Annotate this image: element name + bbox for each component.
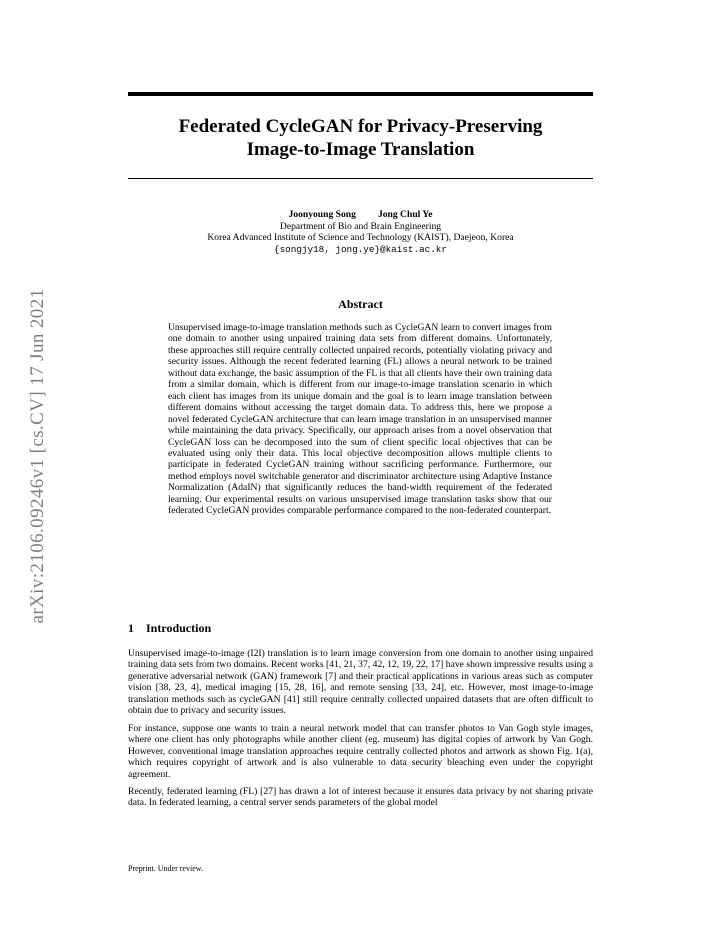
introduction-body [128, 648, 593, 815]
body-paragraph: For instance, suppose one wants to train a neural network model that can transfer photos to Van Gogh style images, where one client has only photographs while another client (eg. museum) has digital copies of artwork by Van Gogh. However, conventional image translation approaches require centrally collected photos and artwork as shown Fig. 1(a), which requires copyright of artwork and is also vulnerable to data security bleaching even under the copyright agreement. [128, 722, 593, 780]
arxiv-identifier-stamp: arXiv:2106.09246v1 [cs.CV] 17 Jun 2021 [27, 288, 48, 624]
author-names [128, 209, 593, 221]
abstract-text: Unsupervised image-to-image translation methods such as CycleGAN learn to convert images from one domain to another using unpaired training data sets from different domains. Unfortunately, these approaches still require centrally collected unpaired records, potentially violating privacy and security issues. Although the recent federated learning (FL) allows a neural network to be trained without data exchange, the basic assumption of the FL is that all clients have their own training data from a similar domain, which is different from our image-to-image translation scenario in which each client has images from its unique domain and the goal is to learn image translation between different domains without accessing the target domain data. To address this, here we propose a novel federated CycleGAN architecture that can learn image translation in an unsupervised manner while maintaining the data privacy. Specifically, our approach arises from a novel observation that CycleGAN loss can be decomposed into the sum of client specific local objectives that can be evaluated using only their data. This local objective decomposition allows multiple clients to participate in federated CycleGAN training without sacrificing performance. Furthermore, our method employs novel switchable generator and discriminator architecture using Adaptive Instance Normalization (AdaIN) that significantly reduces the band-width requirement of the federated learning. Our experimental results on various unsupervised image translation tasks show that our federated CycleGAN provides comparable performance compared to the non-federated counterpart. [168, 322, 552, 517]
title-bottom-rule [128, 178, 593, 179]
section-number: 1 [128, 621, 134, 635]
author-block [128, 209, 593, 255]
abstract-heading: Abstract [338, 297, 383, 311]
body-paragraph: Recently, federated learning (FL) [27] has drawn a lot of interest because it ensures data privacy by not sharing private data. In federated learning, a central server sends parameters of the global model [128, 785, 593, 809]
author-email: {songjy18, jong.ye}@kaist.ac.kr [274, 243, 447, 255]
preprint-footer: Preprint. Under review. [128, 864, 204, 873]
author-institution: Korea Advanced Institute of Science and Technology (KAIST), Daejeon, Korea [207, 232, 514, 244]
body-paragraph: Unsupervised image-to-image (I2I) translation is to learn image conversion from one domain to another using unpaired training data sets from two domains. Recent works [41, 21, 37, 42, 12, 19, 22, 17] have shown impressive results using a generative adversarial network (GAN) framework [7] and their practical applications in various areas such as computer vision [38, 23, 4], medical imaging [15, 28, 16], and remote sensing [33, 24], etc. However, most image-to-image translation methods such as cycleGAN [41] still require centrally collected unpaired datasets that are often difficult to obtain due to privacy and security issues. [128, 648, 593, 717]
section-title: Introduction [146, 621, 212, 635]
paper-title [128, 115, 593, 161]
section-heading-introduction [128, 621, 211, 636]
author-name: Jong Chul Ye [377, 209, 433, 220]
title-line-2: Image-to-Image Translation [246, 139, 475, 160]
title-top-rule [128, 92, 593, 96]
title-line-1: Federated CycleGAN for Privacy-Preserving [178, 116, 543, 137]
author-department: Department of Bio and Brain Engineering [279, 220, 442, 232]
author-name: Joonyoung Song [288, 209, 356, 220]
